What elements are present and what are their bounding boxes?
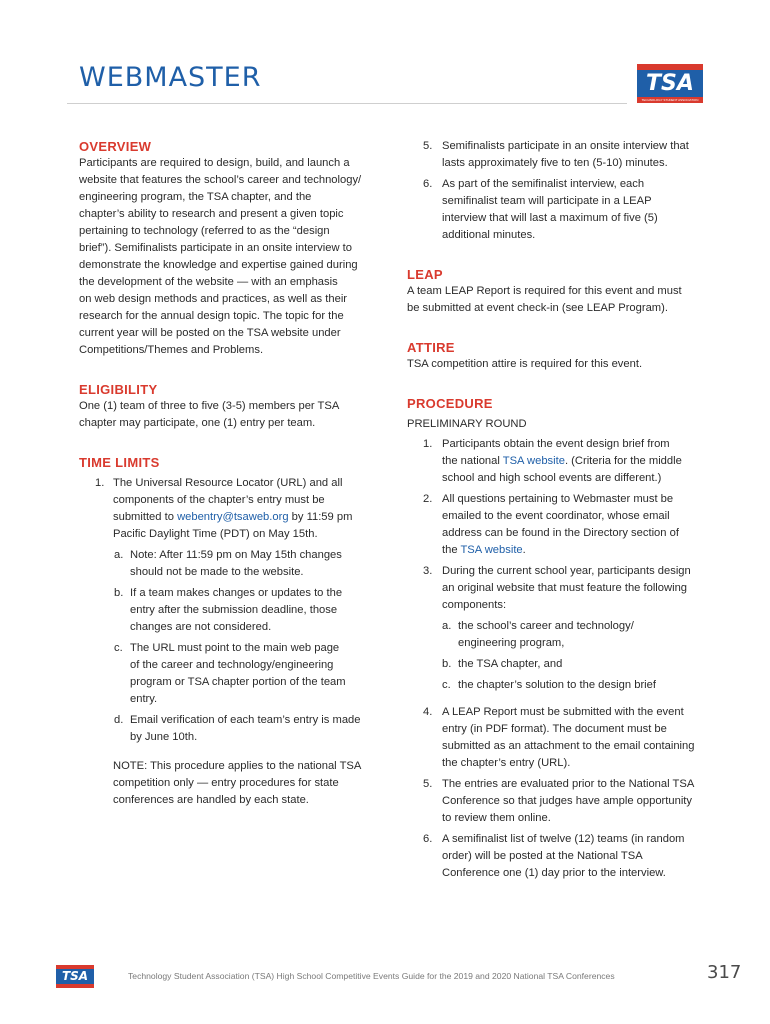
- procedure-item-1: 1. Participants obtain the event design brief from the national TSA website. (Criteria for the middle school and high school events are different.): [423, 438, 682, 484]
- time-limits-sub-b: b. If a team makes changes or updates to the entry after the submission deadline, those changes are not considered.: [114, 587, 343, 633]
- page-title: WEBMASTER: [79, 62, 262, 93]
- overview-heading: OVERVIEW: [79, 139, 152, 154]
- procedure-item-2: 2. All questions pertaining to Webmaster must be emailed to the event coordinator, whose email address can be found in the Directory section of the TSA website.: [423, 493, 679, 556]
- eligibility-heading: ELIGIBILITY: [79, 382, 158, 397]
- tsa-logo: [637, 64, 703, 103]
- overview-text: Participants are required to design, build, and launch a website that features the school’s career and technology/ engineering program, the TSA chapter, and the chapter’s ability to research and present a given topic pertaining to technology (referred to as the “design brief”). Semifinalists participate in an onsite interview to demonstrate the knowledge and expertise gained during the development of the website — with an emphasis on web design methods and practices, as well as their research for the annual design topic. The topic for the current year will be posted on the TSA website under Competitions/Themes and Problems.: [79, 157, 362, 356]
- time-limits-sub-a: a. Note: After 11:59 pm on May 15th changes should not be made to the website.: [114, 549, 342, 578]
- left-column: [79, 138, 389, 809]
- time-limits-sub-c: c. The URL must point to the main web page of the career and technology/engineering program or TSA chapter portion of the team entry.: [114, 642, 346, 705]
- attire-text: TSA competition attire is required for this event.: [407, 358, 643, 370]
- page-number: 317: [707, 962, 742, 983]
- time-limits-note: NOTE: This procedure applies to the national TSA competition only — entry procedures for state conferences are handled by each state.: [113, 760, 362, 806]
- procedure-item-3: 3. During the current school year, participants design an original website that must feature the following components:: [423, 565, 691, 611]
- eligibility-text: One (1) team of three to five (3-5) members per TSA chapter may participate, one (1) entry per team.: [79, 400, 340, 429]
- title-divider: [67, 103, 627, 104]
- time-limits-item-1: 1. The Universal Resource Locator (URL) and all components of the chapter’s entry must be submitted to webentry@tsaweb.org by 11:59 pm Pacific Daylight Time (PDT) on May 15th.: [95, 477, 353, 540]
- time-limits-sub-d: d. Email verification of each team’s entry is made by June 10th.: [114, 714, 361, 743]
- footer-text: Technology Student Association (TSA) High School Competitive Events Guide for the 2019 and 2020 National TSA Conferences: [128, 971, 615, 981]
- procedure-item-3-sub-a: a. the school’s career and technology/ engineering program,: [442, 620, 634, 649]
- footer-logo-text: TSA: [56, 969, 94, 984]
- procedure-item-3-sub-c: c. the chapter’s solution to the design brief: [442, 679, 656, 691]
- time-limits-heading: TIME LIMITS: [79, 455, 160, 470]
- tsa-logo-text: TSA: [637, 70, 703, 97]
- tsa-website-link[interactable]: TSA website: [502, 455, 565, 467]
- tsa-logo-subtext: TECHNOLOGY STUDENT ASSOCIATION: [641, 97, 699, 102]
- procedure-item-5: 5. The entries are evaluated prior to the National TSA Conference so that judges have ample opportunity to review them online.: [423, 778, 695, 824]
- semifinal-item-6: 6. As part of the semifinalist interview, each semifinalist team will participate in a LEAP interview that will last a maximum of five (5) additional minutes.: [423, 178, 658, 241]
- procedure-item-3-sub-b: b. the TSA chapter, and: [442, 658, 563, 670]
- webentry-email-link[interactable]: webentry@tsaweb.org: [177, 511, 289, 523]
- procedure-item-4: 4. A LEAP Report must be submitted with the event entry (in PDF format). The document must be submitted as an attachment to the email containing the chapter’s entry (URL).: [423, 706, 695, 769]
- footer-tsa-logo: [56, 965, 94, 988]
- tsa-website-link-2[interactable]: TSA website: [460, 544, 523, 556]
- right-column: [407, 138, 717, 882]
- procedure-heading: PROCEDURE: [407, 396, 493, 411]
- preliminary-round-heading: PRELIMINARY ROUND: [407, 418, 527, 430]
- leap-text: A team LEAP Report is required for this event and must be submitted at event check-in (see LEAP Program).: [407, 285, 682, 314]
- attire-heading: ATTIRE: [407, 340, 455, 355]
- leap-heading: LEAP: [407, 267, 443, 282]
- procedure-item-6: 6. A semifinalist list of twelve (12) teams (in random order) will be posted at the National TSA Conference one (1) day prior to the interview.: [423, 833, 685, 879]
- semifinal-item-5: 5. Semifinalists participate in an onsite interview that lasts approximately five to ten (5-10) minutes.: [423, 140, 689, 169]
